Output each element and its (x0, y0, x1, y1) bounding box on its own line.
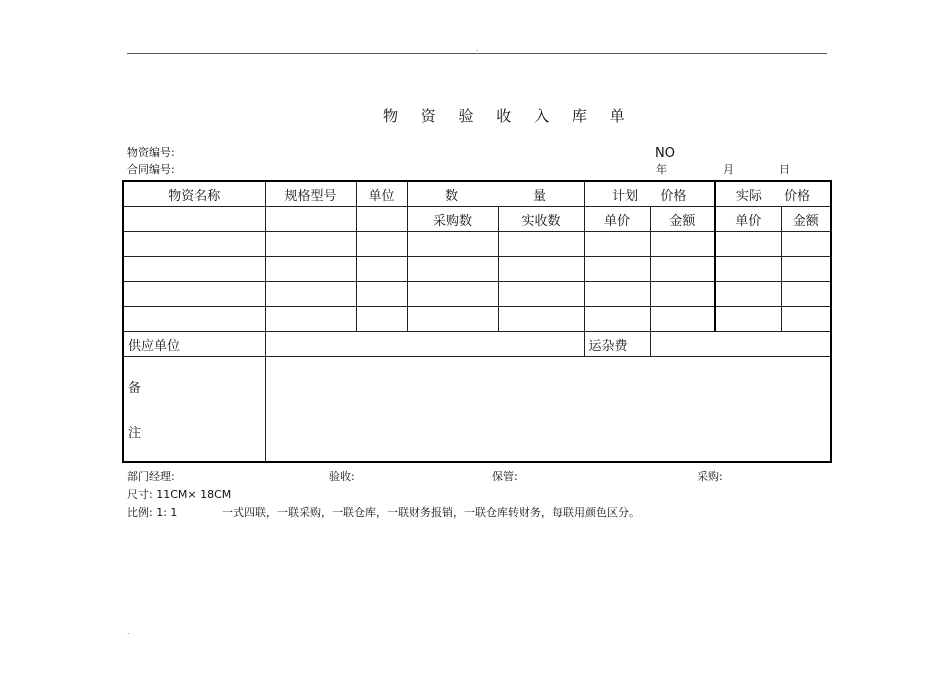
contract-no-label: 合同编号: (127, 163, 175, 176)
header-quantity-2: 量 (532, 188, 546, 204)
year-label: 年 (656, 163, 667, 176)
supplier-row (123, 332, 831, 357)
top-rule (127, 53, 827, 54)
header-plan-price (584, 181, 715, 207)
table-row (123, 307, 831, 332)
notes-field[interactable] (265, 357, 831, 463)
notes-label-cell (123, 357, 265, 463)
subheader-purchase-qty: 采购数 (407, 207, 498, 232)
ratio-label: 比例: 1: 1 (127, 506, 178, 519)
header-dot: . (476, 44, 479, 53)
subheader-row (123, 207, 831, 232)
header-quantity (407, 181, 584, 207)
supplier-field[interactable] (265, 332, 584, 357)
receipt-table (122, 180, 832, 463)
notes-label-1: 备 (128, 381, 142, 396)
subheader-plan-unit-price: 单价 (584, 207, 650, 232)
table-row (123, 232, 831, 257)
header-row (123, 181, 831, 207)
supplier-label: 供应单位 (123, 332, 265, 357)
notes-row (123, 357, 831, 463)
subheader-actual-amount: 金额 (781, 207, 831, 232)
freight-label: 运杂费 (584, 332, 650, 357)
header-spec: 规格型号 (265, 181, 356, 207)
size-note: 尺寸: 11CM× 18CM (127, 488, 232, 501)
storage-label: 保管: (492, 470, 518, 483)
material-no-label: 物资编号: (127, 146, 175, 159)
subheader-received-qty: 实收数 (498, 207, 584, 232)
footer-dot: . (127, 627, 130, 636)
header-actual-price (715, 181, 831, 207)
day-label: 日 (779, 163, 790, 176)
no-label: NO (655, 146, 675, 161)
subheader-actual-unit-price: 单价 (715, 207, 781, 232)
header-actual-1: 实际 (735, 188, 762, 204)
subheader-plan-amount: 金额 (650, 207, 715, 232)
ratio-description: 一式四联，一联采购，一联仓库，一联财务报销，一联仓库转财务，每联用颜色区分。 (222, 506, 640, 519)
inspection-label: 验收: (329, 470, 355, 483)
purchase-label: 采购: (697, 470, 723, 483)
table-row (123, 282, 831, 307)
header-plan-2: 价格 (660, 188, 687, 204)
header-name: 物资名称 (123, 181, 265, 207)
header-unit: 单位 (356, 181, 407, 207)
table-row (123, 257, 831, 282)
freight-field[interactable] (650, 332, 831, 357)
month-label: 月 (723, 163, 734, 176)
header-plan-1: 计划 (612, 188, 639, 204)
header-quantity-1: 数 (444, 188, 458, 204)
page-title: 物 资 验 收 入 库 单 (383, 107, 634, 125)
dept-manager-label: 部门经理: (127, 470, 175, 483)
notes-label-2: 注 (128, 426, 142, 441)
header-actual-2: 价格 (784, 188, 811, 204)
